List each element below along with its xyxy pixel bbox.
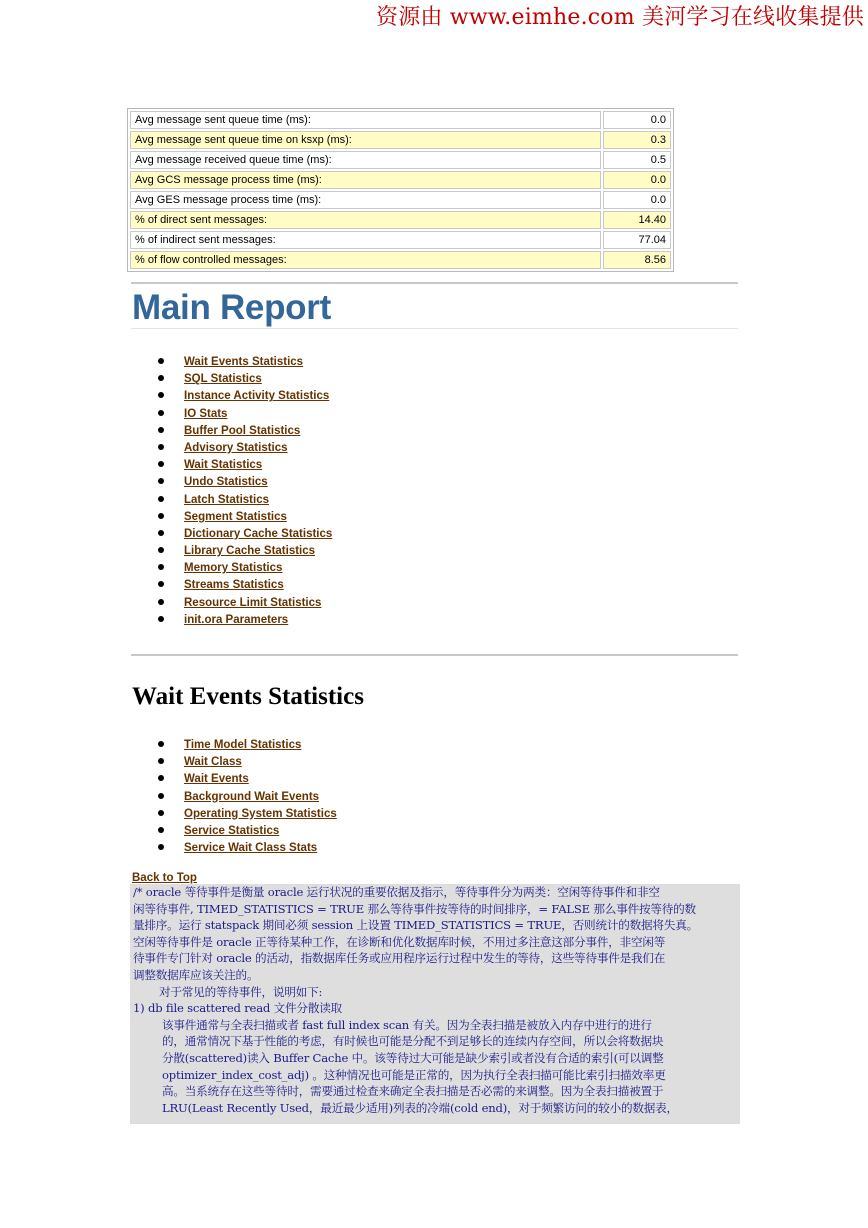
list-item xyxy=(158,769,337,786)
report-section-link[interactable]: Segment Statistics xyxy=(184,510,287,523)
stat-label: Avg GCS message process time (ms): xyxy=(130,171,601,189)
report-section-link[interactable]: Wait Class xyxy=(184,756,242,769)
stat-value: 77.04 xyxy=(603,231,671,249)
table-row xyxy=(130,251,671,269)
back-to-top-link[interactable]: Back to Top xyxy=(132,872,197,884)
note-line: LRU(Least Recently Used，最近最少适用)列表的冷端(cold end)，对于频繁访问的较小的数据表， xyxy=(162,1100,678,1115)
report-section-link[interactable]: Wait Events xyxy=(184,773,249,786)
list-item xyxy=(158,369,332,386)
stat-value: 0.3 xyxy=(603,131,671,149)
list-item xyxy=(158,455,332,472)
stats-table xyxy=(127,108,674,272)
list-item xyxy=(158,787,337,804)
table-row xyxy=(130,151,671,169)
divider xyxy=(131,654,738,656)
note-line: 分散(scattered)读入 Buffer Cache 中。该等待过大可能是缺少索引或者没有合适的索引(可以调整 xyxy=(162,1050,664,1065)
note-line: 高。当系统存在这些等待时，需要通过检查来确定全表扫描是否必需的来调整。因为全表扫描被置于 xyxy=(162,1084,664,1099)
table-row xyxy=(130,131,671,149)
note-line: 闲等待事件, TIMED_STATISTICS = TRUE 那么等待事件按等待的时间排序，= FALSE 那么事件按等待的数 xyxy=(133,901,696,916)
report-section-link[interactable]: Instance Activity Statistics xyxy=(184,390,330,403)
stat-label: Avg message sent queue time (ms): xyxy=(130,111,601,129)
explanation-note xyxy=(130,884,740,1124)
list-item xyxy=(158,838,337,855)
note-line: 该事件通常与全表扫描或者 fast full index scan 有关。因为全表扫描是被放入内存中进行的进行 xyxy=(162,1017,652,1032)
stat-label: Avg GES message process time (ms): xyxy=(130,191,601,209)
table-row xyxy=(130,191,671,209)
stat-value: 0.0 xyxy=(603,171,671,189)
report-section-link[interactable]: Dictionary Cache Statistics xyxy=(184,527,333,540)
divider xyxy=(131,282,738,284)
main-report-links xyxy=(158,352,332,627)
report-section-link[interactable]: Buffer Pool Statistics xyxy=(184,424,301,437)
list-item xyxy=(158,352,332,369)
note-line: /* oracle 等待事件是衡量 oracle 运行状况的重要依据及指示，等待事件分为两类：空闲等待事件和非空 xyxy=(133,885,660,899)
wait-events-title: Wait Events Statistics xyxy=(132,683,364,710)
stat-label: Avg message sent queue time on ksxp (ms): xyxy=(130,131,601,149)
note-line: 对于常见的等待事件，说明如下: xyxy=(159,984,323,999)
table-row xyxy=(130,211,671,229)
note-line: 调整数据库应该关注的。 xyxy=(133,967,259,982)
wait-events-links xyxy=(158,735,337,855)
list-item xyxy=(158,524,332,541)
stat-value: 0.0 xyxy=(603,191,671,209)
list-item xyxy=(158,421,332,438)
table-row xyxy=(130,111,671,129)
stat-value: 0.0 xyxy=(603,111,671,129)
report-section-link[interactable]: Background Wait Events xyxy=(184,790,320,803)
note-line: 的，通常情况下基于性能的考虑，有时候也可能是分配不到足够长的连续内存空间，所以会将数据块 xyxy=(162,1034,664,1049)
stat-label: Avg message received queue time (ms): xyxy=(130,151,601,169)
stat-value: 8.56 xyxy=(603,251,671,269)
note-line: 1) db file scattered read 文件分散读取 xyxy=(133,1001,342,1016)
list-item xyxy=(158,541,332,558)
stat-label: % of indirect sent messages: xyxy=(130,231,601,249)
report-section-link[interactable]: SQL Statistics xyxy=(184,373,262,386)
list-item xyxy=(158,472,332,489)
stat-value: 14.40 xyxy=(603,211,671,229)
list-item xyxy=(158,610,332,627)
report-section-link[interactable]: Wait Events Statistics xyxy=(184,356,304,368)
list-item xyxy=(158,490,332,507)
report-section-link[interactable]: Service Statistics xyxy=(184,824,280,837)
stat-label: % of flow controlled messages: xyxy=(130,251,601,269)
note-line: 待事件专门针对 oracle 的活动，指数据库任务或应用程序运行过程中发生的等待，这些等待事件是我们在 xyxy=(133,951,666,966)
stat-label: % of direct sent messages: xyxy=(130,211,601,229)
note-line: 空闲等待事件是 oracle 正等待某种工作，在诊断和优化数据库时候，不用过多注意这部分事件，非空闲等 xyxy=(133,934,666,949)
note-line: optimizer_index_cost_adj) 。这种情况也可能是正常的，因为执行全表扫描可能比索引扫描效率更 xyxy=(162,1067,666,1082)
report-section-link[interactable]: Advisory Statistics xyxy=(184,441,288,454)
report-section-link[interactable]: IO Stats xyxy=(184,407,228,420)
list-item xyxy=(158,821,337,838)
report-section-link[interactable]: Undo Statistics xyxy=(184,476,268,489)
report-section-link[interactable]: init.ora Parameters xyxy=(184,613,289,626)
report-section-link[interactable]: Wait Statistics xyxy=(184,459,263,472)
main-report-title: Main Report xyxy=(132,288,331,327)
list-item xyxy=(158,593,332,610)
report-section-link[interactable]: Latch Statistics xyxy=(184,493,269,506)
list-item xyxy=(158,558,332,575)
report-section-link[interactable]: Resource Limit Statistics xyxy=(184,596,322,609)
list-item xyxy=(158,507,332,524)
list-item xyxy=(158,735,337,752)
stat-value: 0.5 xyxy=(603,151,671,169)
watermark: 资源由 www.eimhe.com 美河学习在线收集提供 xyxy=(376,5,864,30)
table-row xyxy=(130,231,671,249)
report-section-link[interactable]: Operating System Statistics xyxy=(184,807,337,820)
list-item xyxy=(158,752,337,769)
report-section-link[interactable]: Streams Statistics xyxy=(184,579,284,592)
divider xyxy=(131,328,738,329)
list-item xyxy=(158,386,332,403)
report-section-link[interactable]: Time Model Statistics xyxy=(184,739,302,751)
list-item xyxy=(158,804,337,821)
report-section-link[interactable]: Service Wait Class Stats xyxy=(184,842,318,855)
list-item xyxy=(158,404,332,421)
list-item xyxy=(158,575,332,592)
note-line: 量排序。运行 statspack 期间必须 session 上设置 TIMED_STATISTICS = TRUE，否则统计的数据将失真。 xyxy=(133,918,699,933)
list-item xyxy=(158,438,332,455)
report-section-link[interactable]: Library Cache Statistics xyxy=(184,545,316,558)
report-section-link[interactable]: Memory Statistics xyxy=(184,562,283,575)
table-row xyxy=(130,171,671,189)
